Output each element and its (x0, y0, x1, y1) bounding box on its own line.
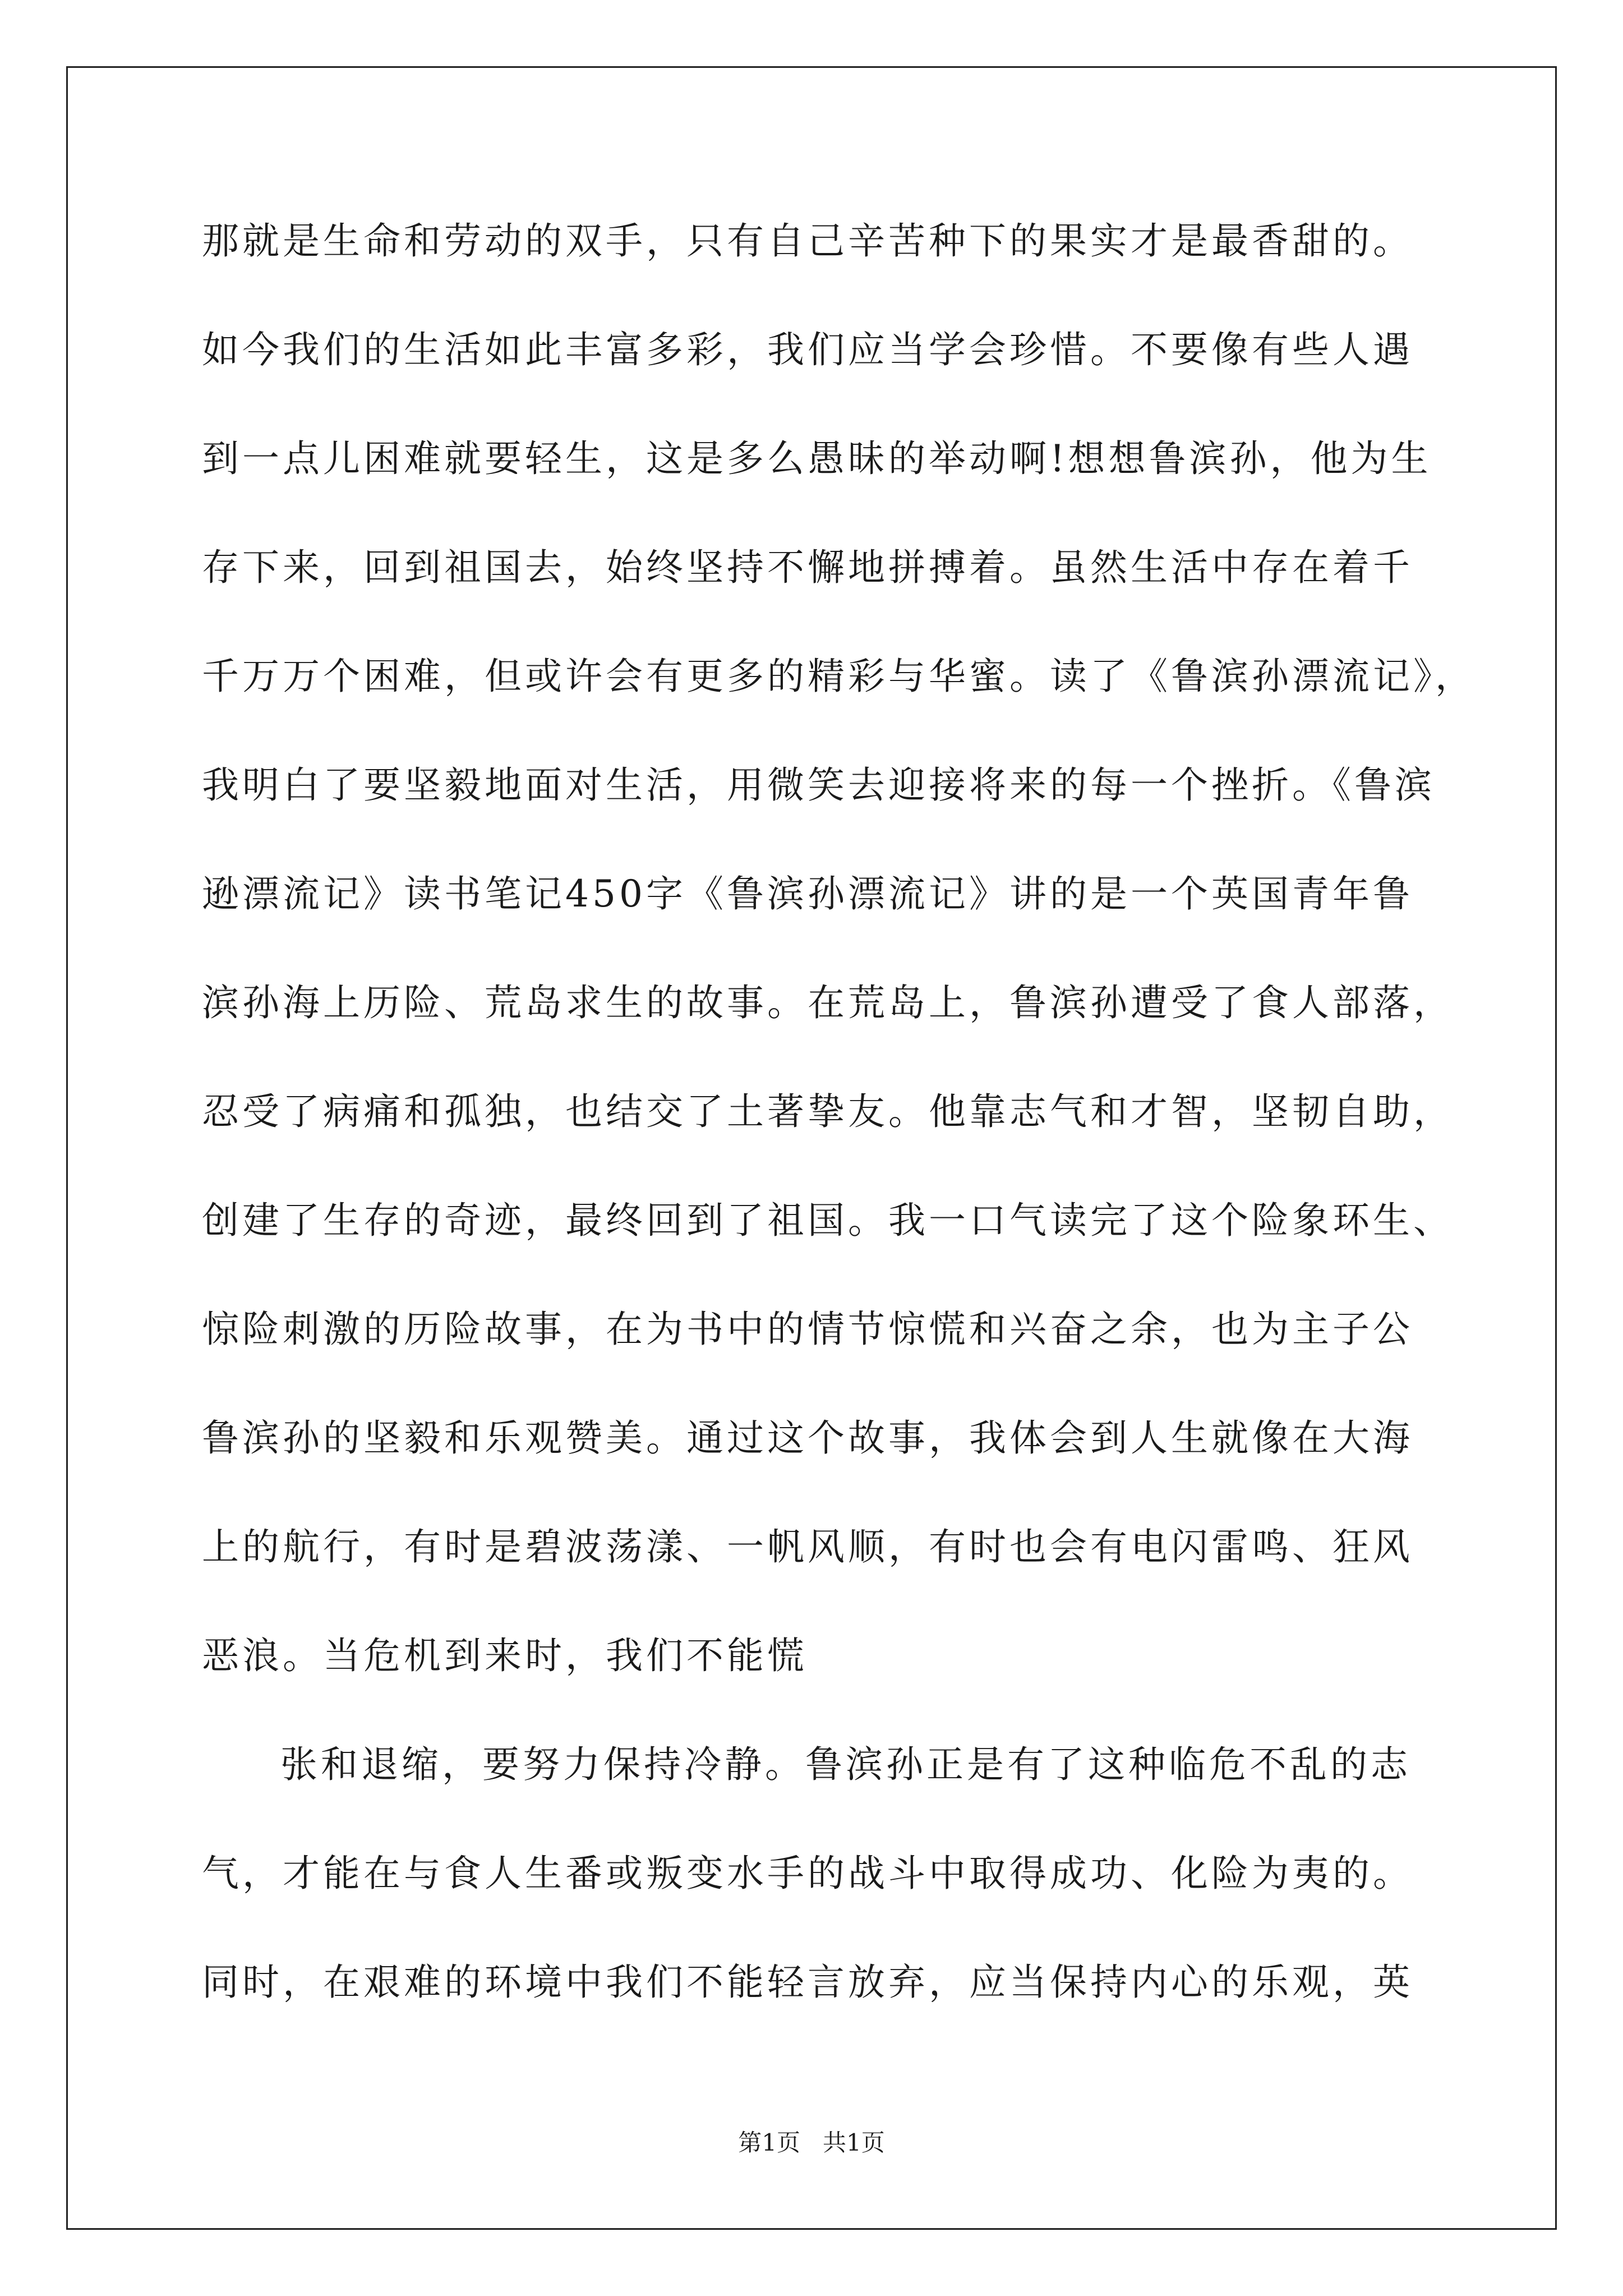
text-line: 千万万个困难，但或许会有更多的精彩与华蜜。读了《鲁滨孙漂流记》， (202, 655, 1476, 698)
text-line: 恶浪。当危机到来时，我们不能慌 (202, 1634, 808, 1677)
text-line: 上的航行，有时是碧波荡漾、一帆风顺，有时也会有电闪雷鸣、狂风 (202, 1525, 1413, 1568)
text-line: 逊漂流记》读书笔记450字《鲁滨孙漂流记》讲的是一个英国青年鲁 (202, 872, 1413, 915)
text-line: 鲁滨孙的坚毅和乐观赞美。通过这个故事，我体会到人生就像在大海 (202, 1416, 1413, 1460)
document-body (202, 208, 1476, 2058)
text-line: 那就是生命和劳动的双手，只有自己辛苦种下的果实才是最香甜的。 (202, 219, 1413, 263)
text-line: 如今我们的生活如此丰富多彩，我们应当学会珍惜。不要像有些人遇 (202, 328, 1413, 371)
text-line: 气，才能在与食人生番或叛变水手的战斗中取得成功、化险为夷的。 (202, 1852, 1413, 1895)
text-line: 我明白了要坚毅地面对生活，用微笑去迎接将来的每一个挫折。《鲁滨 (202, 763, 1435, 807)
paragraph-start-line: 张和退缩，要努力保持冷静。鲁滨孙正是有了这种临危不乱的志 (280, 1743, 1411, 1786)
text-line: 到一点儿困难就要轻生，这是多么愚昧的举动啊!想想鲁滨孙，他为生 (202, 437, 1432, 480)
page-number-footer: 第1页 共1页 (738, 2129, 885, 2156)
text-line: 存下来，回到祖国去，始终坚持不懈地拼搏着。虽然生活中存在着千 (202, 546, 1413, 589)
text-line: 滨孙海上历险、荒岛求生的故事。在荒岛上，鲁滨孙遭受了食人部落， (202, 981, 1454, 1024)
text-line: 同时，在艰难的环境中我们不能轻言放弃，应当保持内心的乐观，英 (202, 1961, 1413, 2004)
text-line: 惊险刺激的历险故事，在为书中的情节惊慌和兴奋之余，也为主子公 (202, 1308, 1413, 1351)
text-line: 忍受了病痛和孤独，也结交了土著挚友。他靠志气和才智，坚韧自助， (202, 1090, 1454, 1133)
text-line: 创建了生存的奇迹，最终回到了祖国。我一口气读完了这个险象环生、 (202, 1199, 1454, 1242)
